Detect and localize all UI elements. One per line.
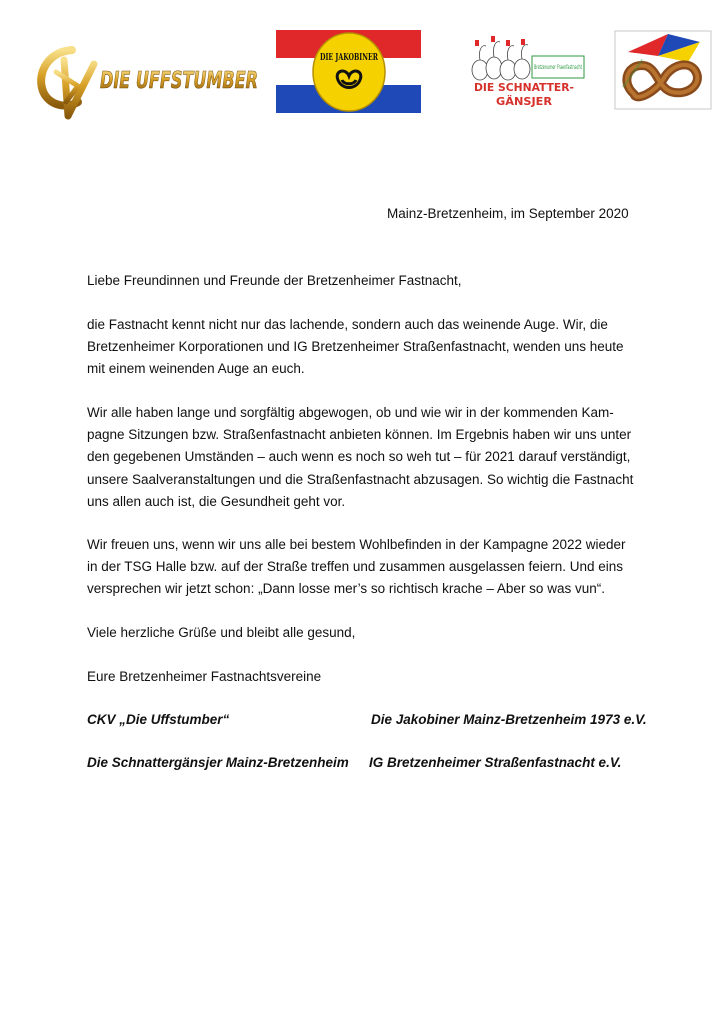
schnatter-logo-top-text: Bretzenumer Fraenfastnacht — [534, 64, 583, 71]
paragraph-line: die Fastnacht kennt nicht nur das lachende, sondern auch das weinende Auge. Wir, die — [87, 317, 608, 332]
paragraph-line: den gegebenen Umständen – auch wenn es noch so weh tut – für 2021 darauf verständigt, — [87, 449, 631, 465]
paragraph-line: Bretzenheimer Korporationen und IG Bretzenheimer Straßenfastnacht, wenden uns heute — [87, 339, 624, 355]
schnatter-logo-text-line1: DIE SCHNATTER- — [474, 81, 574, 94]
signature-jakobiner: Die Jakobiner Mainz-Bretzenheim 1973 e.V. — [371, 712, 647, 727]
paragraph-line: in der TSG Halle bzw. auf der Straße treffen und zusammen ausgelassen feiern. Und eins — [87, 559, 624, 575]
closing: Viele herzliche Grüße und bleibt alle gesund, — [87, 625, 356, 640]
paragraph — [87, 534, 647, 601]
paragraph-line: Wir alle haben lange und sorgfältig abgewogen, ob und wie wir in der kommenden Kam- — [87, 405, 614, 420]
schnatter-logo-text-line2: GÄNSJER — [496, 95, 551, 108]
jakobiner-logo-text: DIE JAKOBINER — [320, 53, 379, 63]
sender: Eure Bretzenheimer Fastnachtsvereine — [87, 669, 322, 684]
paragraph-line: pagne Sitzungen bzw. Straßenfastnacht anbieten können. Im Ergebnis haben wir uns unter — [87, 427, 632, 443]
paragraph-line: mit einem weinenden Auge an euch. — [87, 361, 305, 377]
dateline: Mainz-Bretzenheim, im September 2020 — [387, 206, 629, 221]
signature-uffstumber: CKV „Die Uffstumber“ — [87, 712, 230, 727]
signature-ig-strassenfastnacht: IG Bretzenheimer Straßenfastnacht e.V. — [369, 755, 622, 770]
greeting: Liebe Freundinnen und Freunde der Bretzenheimer Fastnacht, — [87, 273, 462, 288]
paragraph-line: versprechen wir jetzt schon: „Dann losse mer’s so richtisch krache – Aber so was vun“. — [87, 581, 605, 597]
jakobiner-logo — [276, 30, 421, 113]
schnatter-logo — [466, 36, 586, 112]
uffstumber-logo-text: DIE UFFSTUMBER — [100, 68, 258, 94]
paragraph-line: Wir freuen uns, wenn wir uns alle bei bestem Wohlbefinden in der Kampagne 2022 wieder — [87, 537, 626, 552]
paragraph-line: unsere Saalveranstaltungen und die Straßenfastnacht abzusagen. So wichtig die Fastnacht — [87, 471, 634, 487]
paragraph — [87, 402, 647, 513]
uffstumber-logo-mark: CKV — [34, 42, 37, 43]
brezel-logo — [614, 30, 712, 110]
uffstumber-logo — [34, 42, 264, 124]
paragraph-line: uns allen auch ist, die Gesundheit geht vor. — [87, 493, 346, 509]
paragraph — [87, 314, 647, 381]
signature-schnattergaensjer: Die Schnattergänsjer Mainz-Bretzenheim — [87, 755, 349, 770]
brezel-logo-ring-text: IG Bretzenheimer Straßenfastnacht — [621, 34, 662, 89]
